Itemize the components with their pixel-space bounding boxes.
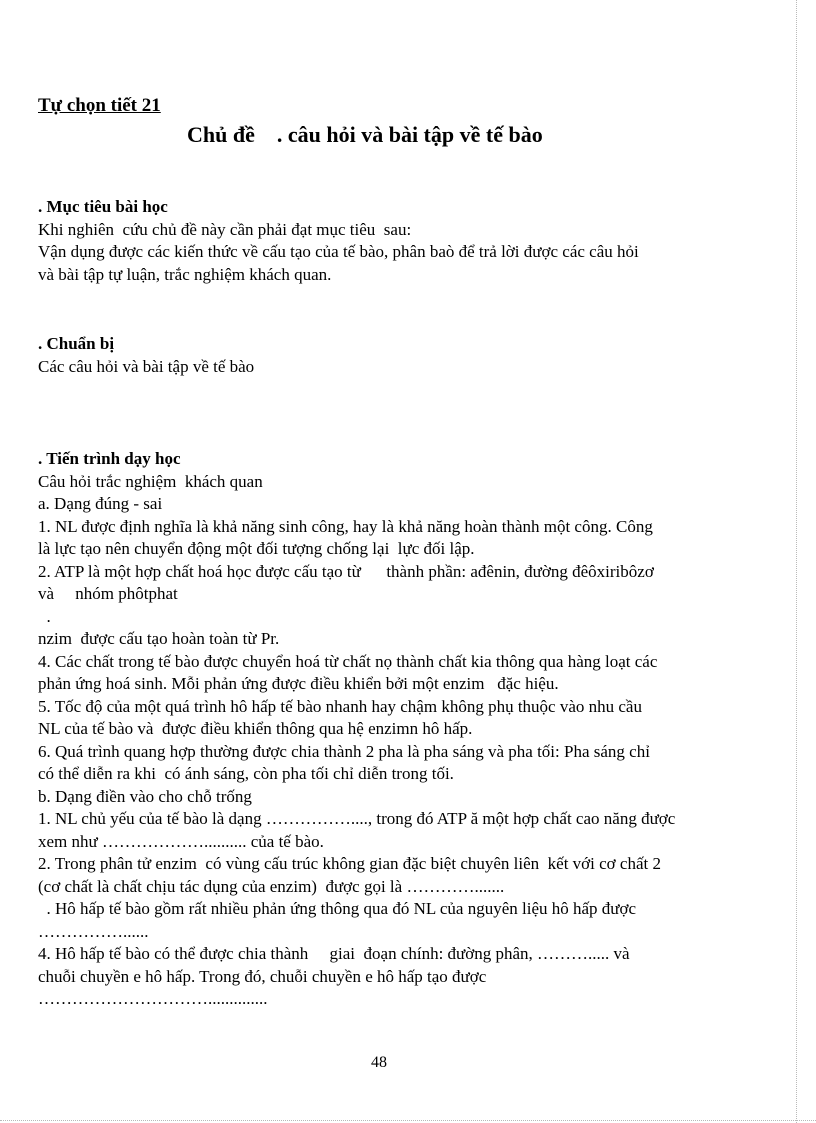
- procedure-line: chuỗi chuyền e hô hấp. Trong đó, chuỗi chuyền e hô hấp tạo được: [38, 966, 487, 986]
- objectives-section: [38, 196, 738, 286]
- preparation-line: Các câu hỏi và bài tập về tế bào: [38, 356, 255, 376]
- procedure-line: 4. Các chất trong tế bào được chuyển hoá từ chất nọ thành chất kia thông qua hàng loạt các: [38, 651, 658, 671]
- objectives-line: và bài tập tự luận, trắc nghiệm khách quan.: [38, 264, 332, 284]
- procedure-line: phản ứng hoá sinh. Mỗi phản ứng được điều khiển bởi một enzim đặc hiệu.: [38, 674, 559, 693]
- page-bottom-border: [0, 1120, 816, 1121]
- procedure-line: …………………………..............: [38, 989, 268, 1008]
- objectives-line: Vận dụng được các kiến thức về cấu tạo của tế bào, phân baò để trả lời được các câu hỏi: [38, 242, 639, 261]
- procedure-line: 2. ATP là một hợp chất hoá học được cấu tạo từ thành phần: ađênin, đường đêôxiribôzơ: [38, 561, 654, 581]
- preparation-section: [38, 333, 738, 378]
- procedure-heading: . Tiến trình dạy học: [38, 449, 181, 468]
- lesson-title: Tự chọn tiết 21: [38, 95, 161, 116]
- procedure-line: NL của tế bào và được điều khiển thông qua hệ enzimn hô hấp.: [38, 719, 473, 738]
- procedure-section: [38, 448, 738, 1011]
- objectives-line: Khi nghiên cứu chủ đề này cần phải đạt mục tiêu sau:: [38, 219, 412, 239]
- procedure-line: ……………......: [38, 921, 149, 941]
- procedure-line: 1. NL được định nghĩa là khả năng sinh công, hay là khả năng hoàn thành một công. Công: [38, 516, 653, 536]
- procedure-line: .: [38, 606, 51, 626]
- procedure-line: 1. NL chủ yếu của tế bào là dạng ……………...., trong đó ATP ă một hợp chất cao năng được: [38, 809, 676, 828]
- preparation-heading: . Chuẩn bị: [38, 334, 115, 353]
- procedure-line: xem như ……………….......... của tế bào.: [38, 831, 324, 851]
- procedure-line: 6. Quá trình quang hợp thường được chia thành 2 pha là pha sáng và pha tối: Pha sáng chỉ: [38, 741, 650, 761]
- procedure-line: b. Dạng điền vào cho chỗ trống: [38, 786, 252, 806]
- procedure-line: 2. Trong phân tử enzim có vùng cấu trúc không gian đặc biệt chuyên liên kết với cơ chất 2: [38, 854, 661, 873]
- topic-title: Chủ đề . câu hỏi và bài tập về tế bào: [187, 122, 543, 147]
- page-number: 48: [371, 1054, 387, 1071]
- procedure-line: 4. Hô hấp tế bào có thể được chia thành giai đoạn chính: đường phân, ………..... và: [38, 944, 630, 963]
- procedure-line: a. Dạng đúng - sai: [38, 494, 163, 513]
- procedure-line: 5. Tốc độ của một quá trình hô hấp tế bào nhanh hay chậm không phụ thuộc vào nhu cầu: [38, 696, 642, 716]
- procedure-line: là lực tạo nên chuyển động một đối tượng chống lại lực đối lập.: [38, 539, 475, 558]
- procedure-line: (cơ chất là chất chịu tác dụng của enzim) được gọi là ………….......: [38, 876, 505, 896]
- procedure-line: và nhóm phôtphat: [38, 584, 178, 603]
- procedure-line: có thể diễn ra khi có ánh sáng, còn pha tối chỉ diễn trong tối.: [38, 764, 454, 783]
- procedure-line: . Hô hấp tế bào gồm rất nhiều phản ứng thông qua đó NL của nguyên liệu hô hấp được: [38, 899, 637, 918]
- objectives-heading: . Mục tiêu bài học: [38, 197, 168, 216]
- procedure-line: nzim được cấu tạo hoàn toàn từ Pr.: [38, 629, 280, 648]
- procedure-line: Câu hỏi trắc nghiệm khách quan: [38, 471, 263, 491]
- page-right-border: [796, 0, 797, 1123]
